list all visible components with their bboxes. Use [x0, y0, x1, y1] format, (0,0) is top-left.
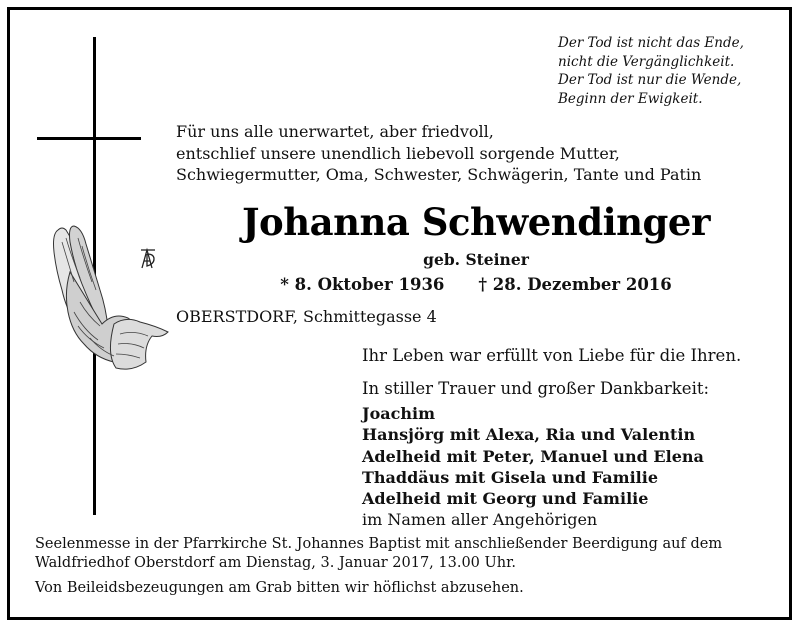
poem — [558, 34, 788, 108]
poem-line: Der Tod ist nur die Wende, — [558, 72, 742, 88]
family-list — [362, 403, 704, 531]
mass-info-line: Seelenmesse in der Pfarrkirche St. Johannes Baptist mit anschließender Beerdigung auf dem — [35, 536, 723, 552]
life-statement: Ihr Leben war erfüllt von Liebe für die Ihren. — [362, 346, 742, 365]
born-name: geb. Steiner — [423, 250, 529, 269]
family-closing: im Namen aller Angehörigen — [362, 510, 598, 530]
monogram-logo — [141, 250, 155, 268]
obituary-frame — [7, 7, 792, 620]
funeral-info — [35, 535, 790, 598]
condolence-note: Von Beileidsbezeugungen am Grab bitten wir höflichst abzusehen. — [35, 580, 524, 596]
death-date: † 28. Dezember 2016 — [478, 275, 672, 294]
poem-line: Der Tod ist nicht das Ende, — [558, 35, 744, 51]
deceased-name: Johanna Schwendinger — [242, 200, 710, 244]
birth-date: * 8. Oktober 1936 — [280, 275, 445, 294]
mourning-statement: In stiller Trauer und großer Dankbarkeit: — [362, 379, 710, 398]
address: OBERSTDORF, Schmittegasse 4 — [176, 307, 437, 326]
cross-icon-horizontal-beam — [37, 137, 141, 140]
life-dates — [176, 275, 776, 294]
intro-line: entschlief unsere unendlich liebevoll sorgende Mutter, — [176, 143, 620, 163]
poem-line: Beginn der Ewigkeit. — [558, 90, 703, 107]
intro-line: Für uns alle unerwartet, aber friedvoll, — [176, 122, 494, 141]
intro-text — [176, 121, 776, 186]
poem-line: nicht die Vergänglichkeit. — [558, 53, 735, 70]
family-member: Joachim — [362, 404, 435, 423]
family-member: Thaddäus mit Gisela und Familie — [362, 467, 658, 487]
praying-hands-icon — [44, 212, 172, 382]
family-member: Adelheid mit Peter, Manuel und Elena — [362, 446, 704, 466]
family-member: Adelheid mit Georg und Familie — [362, 489, 649, 509]
mass-info-line: Waldfriedhof Oberstdorf am Dienstag, 3. Januar 2017, 13.00 Uhr. — [35, 555, 517, 571]
family-member: Hansjörg mit Alexa, Ria und Valentin — [362, 425, 696, 445]
intro-line: Schwiegermutter, Oma, Schwester, Schwägerin, Tante und Patin — [176, 165, 702, 184]
